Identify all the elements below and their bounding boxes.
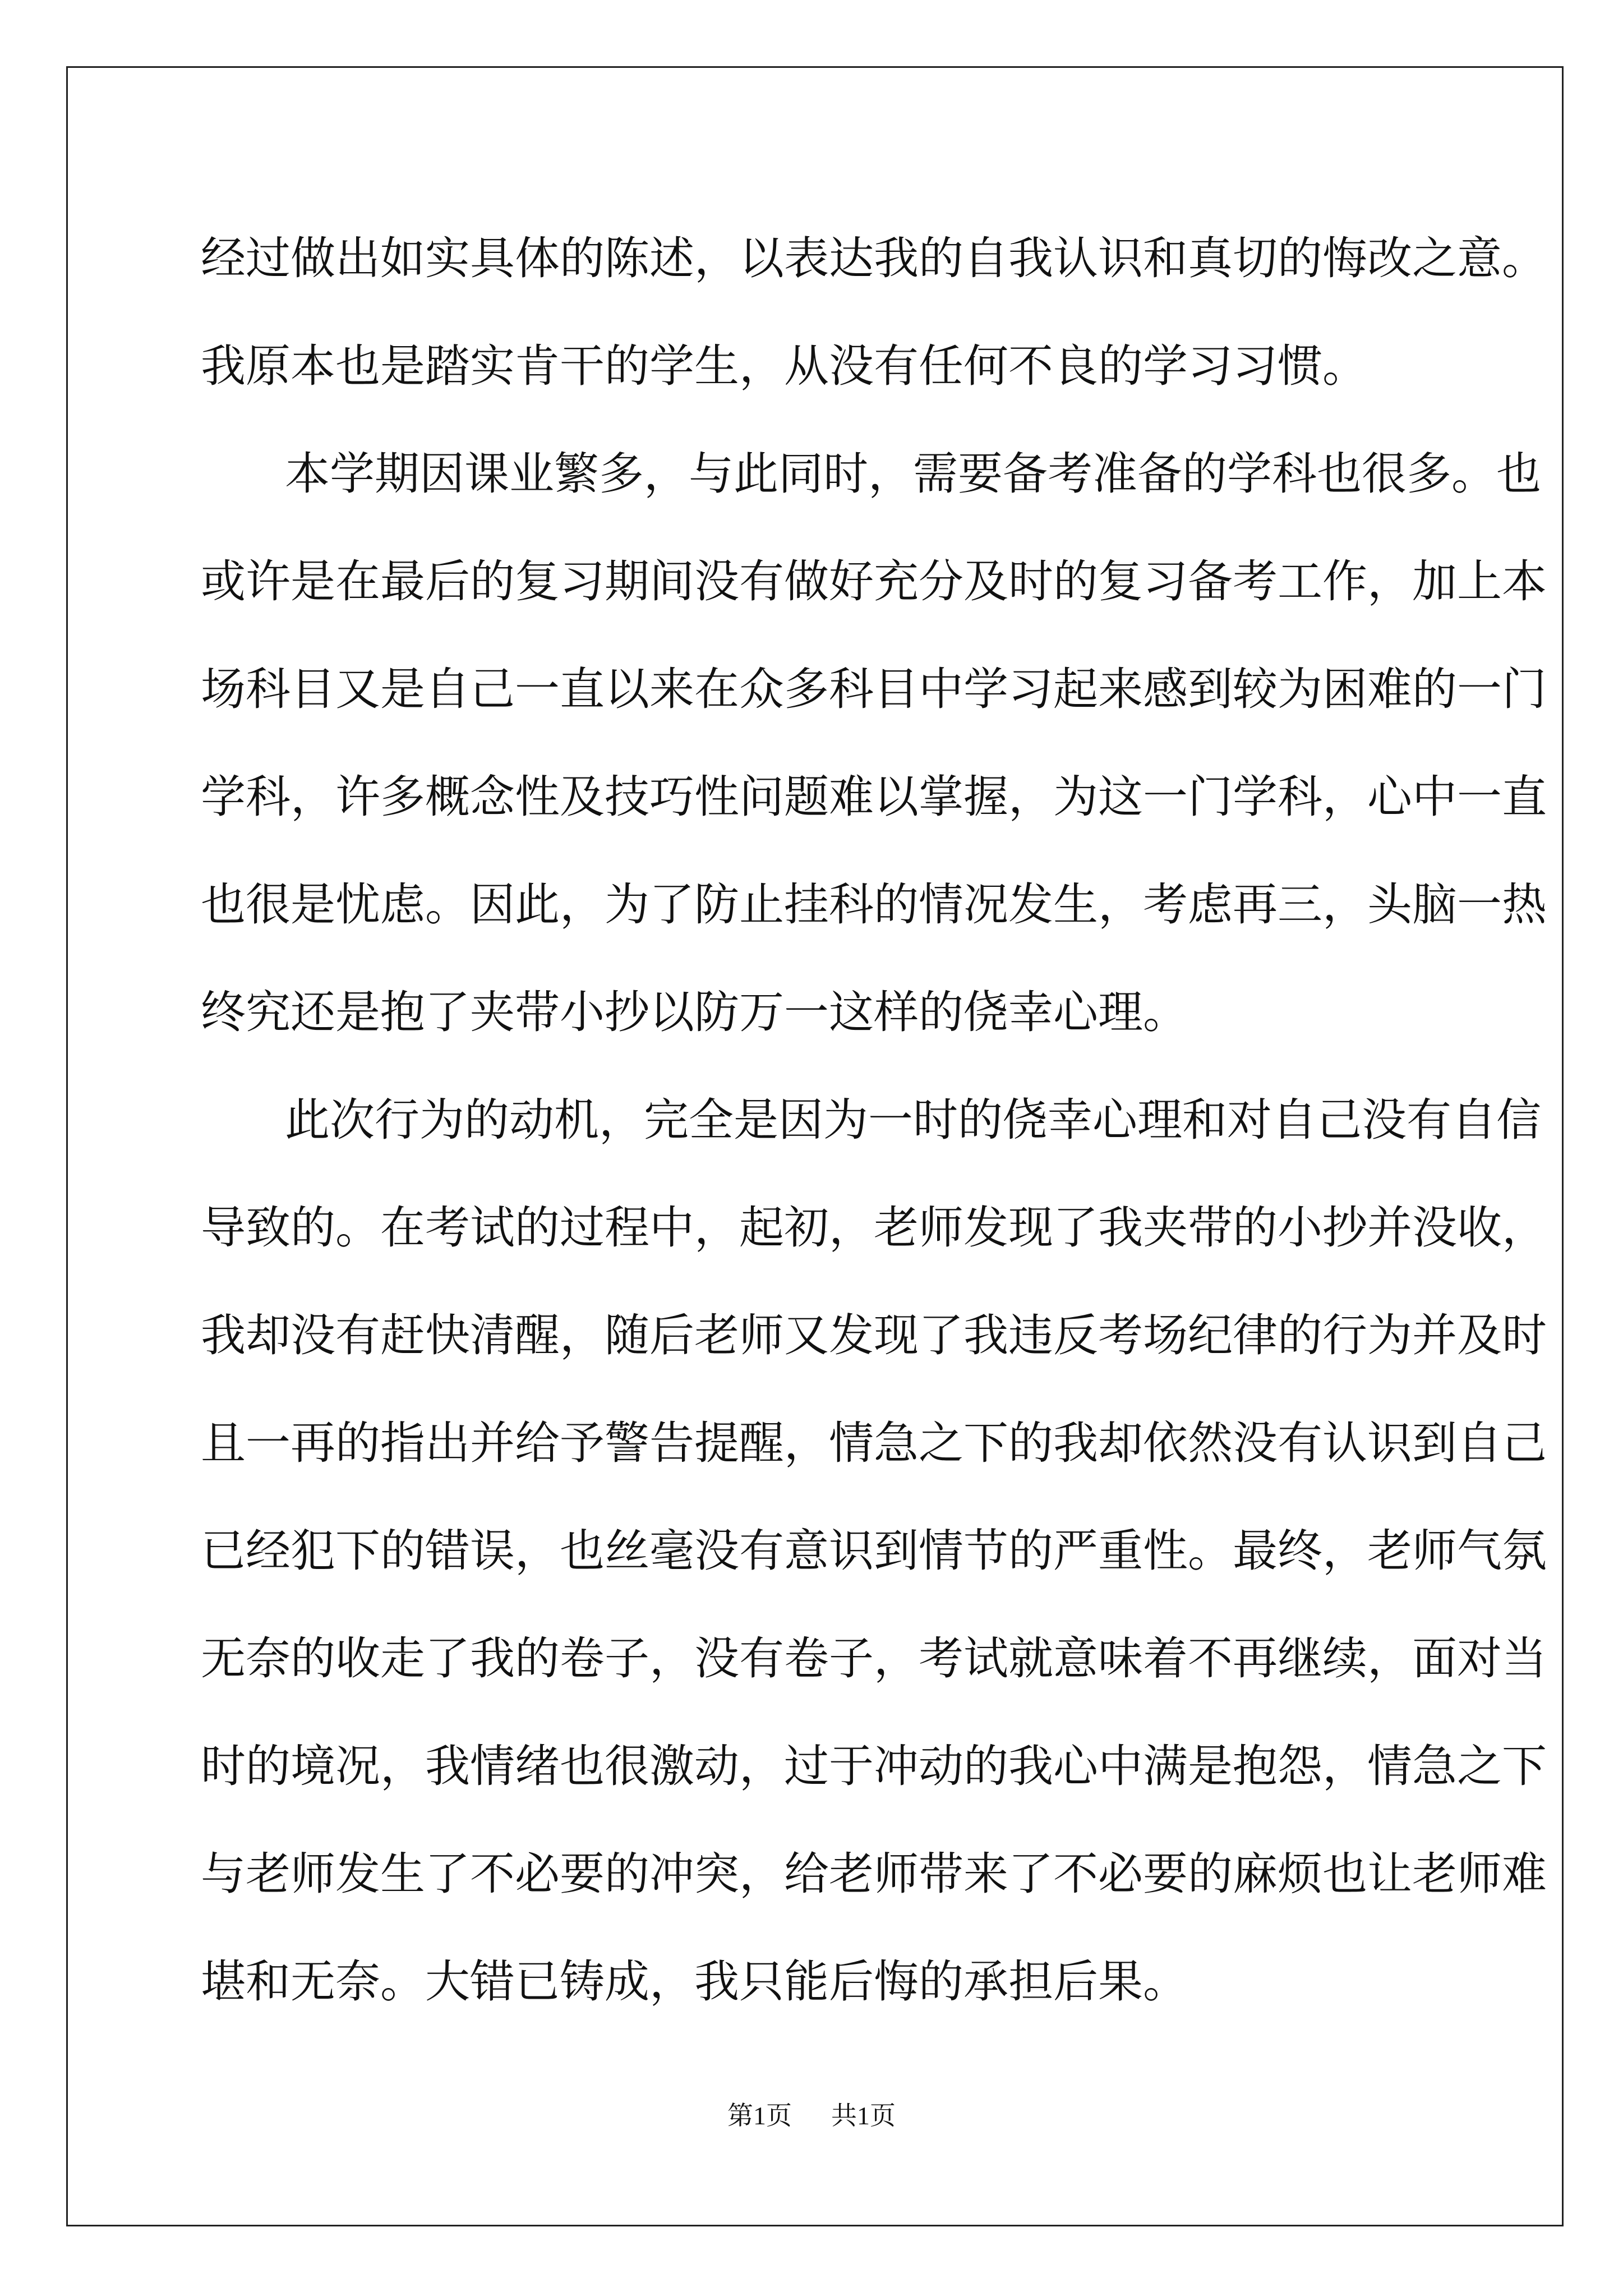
text-line: 我却没有赶快清醒，随后老师又发现了我违反考场纪律的行为并及时 <box>201 1309 1547 1361</box>
text-line: 也很是忧虑。因此，为了防止挂科的情况发生，考虑再三，头脑一热 <box>201 878 1547 931</box>
text-line: 经过做出如实具体的陈述，以表达我的自我认识和真切的悔改之意。 <box>201 232 1547 284</box>
text-line: 终究还是抱了夹带小抄以防万一这样的侥幸心理。 <box>201 986 1188 1038</box>
text-line: 时的境况，我情绪也很激动，过于冲动的我心中满是抱怨，情急之下 <box>201 1740 1547 1792</box>
page-total: 共1页 <box>831 2101 896 2130</box>
text-line: 且一再的指出并给予警告提醒，情急之下的我却依然没有认识到自己 <box>201 1417 1547 1469</box>
document-body <box>201 205 1547 2036</box>
text-line: 我原本也是踏实肯干的学生，从没有任何不良的学习习惯。 <box>201 340 1367 392</box>
text-line: 场科目又是自己一直以来在众多科目中学习起来感到较为困难的一门 <box>201 663 1547 715</box>
text-line: 本学期因课业繁多，与此同时，需要备考准备的学科也很多。也 <box>285 448 1541 500</box>
text-line: 此次行为的动机，完全是因为一时的侥幸心理和对自己没有自信 <box>285 1094 1541 1146</box>
text-line: 已经犯下的错误，也丝毫没有意识到情节的严重性。最终，老师气氛 <box>201 1525 1547 1577</box>
text-line: 堪和无奈。大错已铸成，我只能后悔的承担后果。 <box>201 1955 1188 2008</box>
page-footer <box>0 2095 1623 2132</box>
text-line: 导致的。在考试的过程中，起初，老师发现了我夹带的小抄并没收， <box>201 1202 1547 1254</box>
text-line: 与老师发生了不必要的冲突，给老师带来了不必要的麻烦也让老师难 <box>201 1848 1547 1900</box>
text-line: 学科，许多概念性及技巧性问题难以掌握，为这一门学科，心中一直 <box>201 771 1547 823</box>
text-line: 或许是在最后的复习期间没有做好充分及时的复习备考工作，加上本 <box>201 555 1547 608</box>
text-line: 无奈的收走了我的卷子，没有卷子，考试就意味着不再继续，面对当 <box>201 1632 1547 1685</box>
page-number: 第1页 <box>727 2101 792 2130</box>
